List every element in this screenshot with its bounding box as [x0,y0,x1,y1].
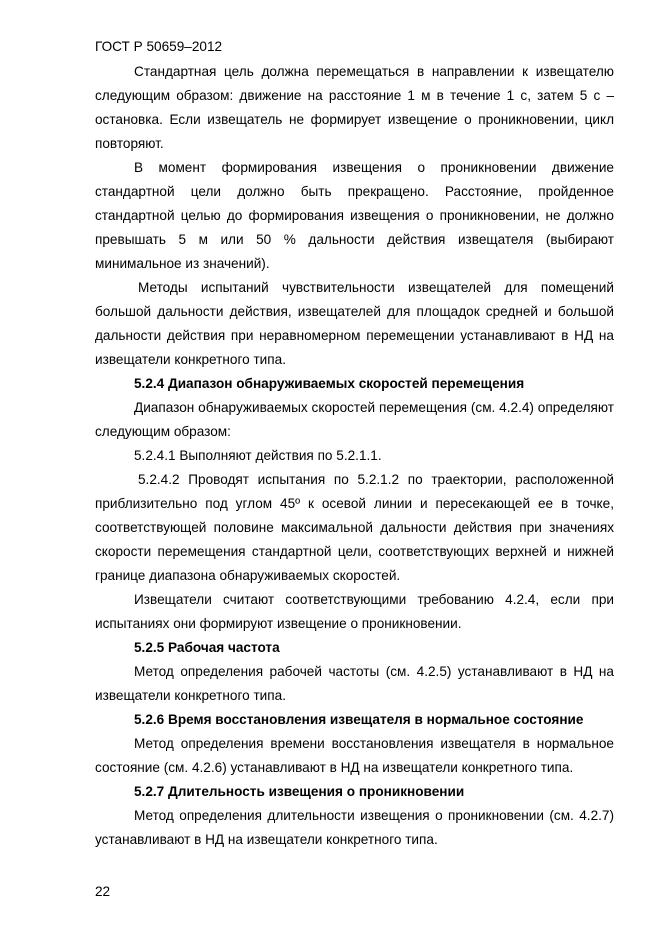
text-line: стандартной целью до формирования извещения о проникновении, не должно [95,208,614,223]
text-line: большой дальности действия, извещателей для площадок средней и большой [95,304,614,319]
section-heading: 5.2.5 Рабочая частота [134,640,280,655]
text-line: стандартной цели должно быть прекращено. Расстояние, пройденное [95,184,614,199]
text-line: Извещатели считают соответствующими требованию 4.2.4, если при [134,592,614,607]
text-line: следующим образом: [95,424,231,439]
text-line: Стандартная цель должна перемещаться в направлении к извещателю [134,64,614,79]
text-line: превышать 5 м или 50 % дальности действия извещателя (выбирают [95,232,614,247]
text-line: испытаниях они формируют извещение о проникновении. [95,616,462,631]
text-line: границе диапазона обнаруживаемых скоростей. [95,568,401,583]
text-line: повторяют. [95,136,164,151]
text-line: извещатели конкретного типа. [95,688,286,703]
text-line: В момент формирования извещения о проникновении движение [134,160,614,175]
section-heading: 5.2.4 Диапазон обнаруживаемых скоростей перемещения [134,376,525,391]
document-header: ГОСТ Р 50659–2012 [95,39,223,54]
text-line: скорости перемещения стандартной цели, соответствующих верхней и нижней [95,544,614,559]
text-line: Метод определения длительности извещения о проникновении (см. 4.2.7) [134,808,614,823]
section-heading: 5.2.7 Длительность извещения о проникновении [134,784,465,799]
text-line: Метод определения рабочей частоты (см. 4.2.5) устанавливают в НД на [134,664,614,679]
section-heading: 5.2.6 Время восстановления извещателя в нормальное состояние [134,712,584,727]
text-line: приблизительно под углом 45º к осевой линии и пересекающей ее в точке, [95,496,614,511]
text-line: 5.2.4.2 Проводят испытания по 5.2.1.2 по траектории, расположенной [138,472,614,487]
text-line: остановка. Если извещатель не формирует извещение о проникновении, цикл [95,112,614,127]
text-line: Диапазон обнаруживаемых скоростей перемещения (см. 4.2.4) определяют [134,400,614,415]
text-line: соответствующей половине максимальной дальности действия при значениях [95,520,614,535]
text-line: дальности действия при неравномерном перемещении устанавливают в НД на [95,328,614,343]
page-number: 22 [95,884,111,899]
text-line: 5.2.4.1 Выполняют действия по 5.2.1.1. [134,448,382,463]
text-line: следующим образом: движение на расстояние 1 м в течение 1 с, затем 5 с – [95,88,614,103]
text-line: состояние (см. 4.2.6) устанавливают в НД на извещатели конкретного типа. [95,760,574,775]
text-line: устанавливают в НД на извещатели конкретного типа. [95,832,438,847]
text-line: минимальное из значений). [95,256,270,271]
text-line: извещатели конкретного типа. [95,352,286,367]
text-line: Метод определения времени восстановления извещателя в нормальное [134,736,614,751]
text-line: Методы испытаний чувствительности извещателей для помещений [138,280,614,295]
